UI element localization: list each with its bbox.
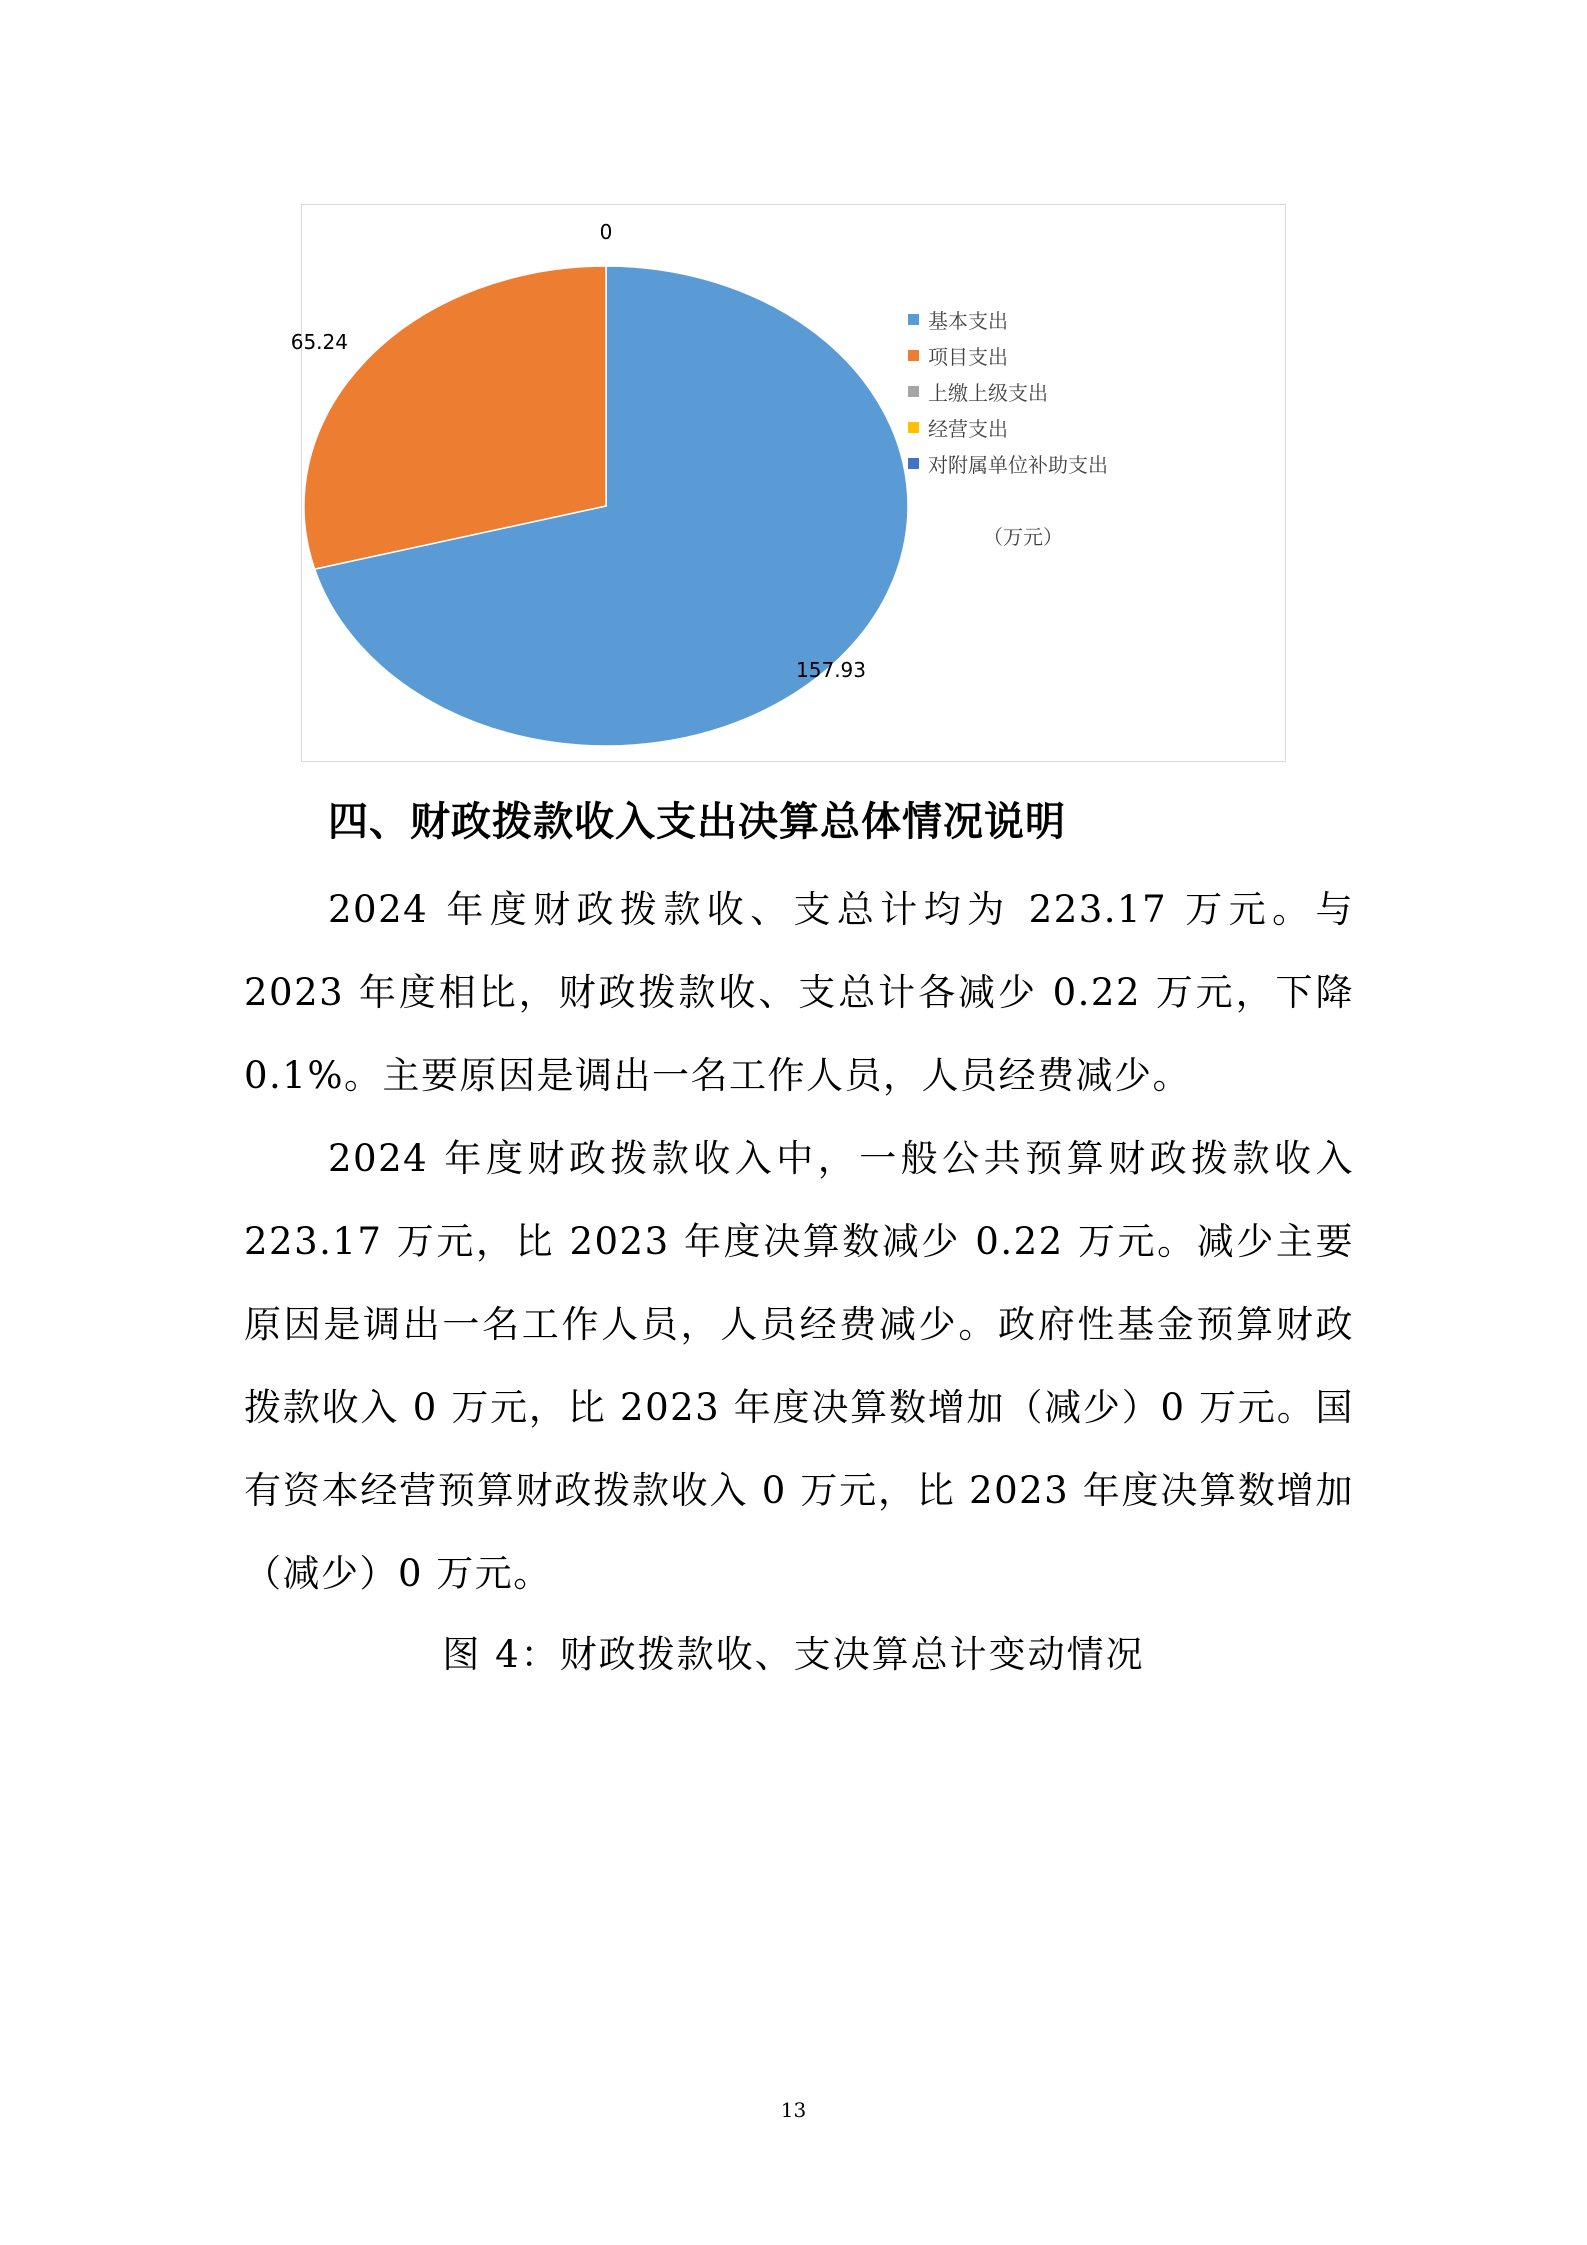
legend-label-subsidy: 对附属单位补助支出 bbox=[928, 452, 1108, 477]
chart-unit-label: （万元） bbox=[983, 525, 1063, 549]
legend-item-upper bbox=[908, 373, 1108, 409]
chart-legend bbox=[908, 301, 1108, 481]
figure-caption: 图 4：财政拨款收、支决算总计变动情况 bbox=[442, 1633, 1145, 1676]
legend-swatch-basic bbox=[908, 314, 919, 325]
paragraph-1: 2024 年度财政拨款收、支总计均为 223.17 万元。与 2023 年度相比，财政拨款收、支总计各减少 0.22 万元，下降 0.1%。主要原因是调出一名工作人员，人员经费减少。 bbox=[244, 888, 1354, 1097]
page-number: 13 bbox=[780, 2098, 807, 2122]
legend-swatch-subsidy bbox=[908, 458, 919, 469]
legend-swatch-operating bbox=[908, 422, 919, 433]
data-label-project: 65.24 bbox=[290, 330, 348, 354]
legend-item-operating bbox=[908, 409, 1108, 445]
legend-swatch-project bbox=[908, 350, 919, 361]
legend-label-project: 项目支出 bbox=[928, 344, 1008, 369]
legend-label-operating: 经营支出 bbox=[928, 416, 1008, 441]
data-label-basic: 157.93 bbox=[796, 658, 866, 682]
legend-item-subsidy bbox=[908, 445, 1108, 481]
section-heading: 四、财政拨款收入支出决算总体情况说明 bbox=[328, 799, 1066, 845]
legend-label-upper: 上缴上级支出 bbox=[928, 380, 1048, 405]
paragraph-2: 2024 年度财政拨款收入中，一般公共预算财政拨款收入 223.17 万元，比 2023 年度决算数减少 0.22 万元。减少主要原因是调出一名工作人员，人员经费减少。政府性基金预算财政拨款收入 0 万元，比 2023 年度决算数增加（减少）0 万元。国有资本经营预算财政拨款收入 0 万元，比 2023 年度决算数增加（减少）0 万元。 bbox=[244, 1137, 1354, 1595]
legend-item-project bbox=[908, 337, 1108, 373]
legend-label-basic: 基本支出 bbox=[928, 308, 1008, 333]
legend-item-basic bbox=[908, 301, 1108, 337]
pie-chart-frame bbox=[290, 204, 1286, 762]
data-label-zero: 0 bbox=[599, 220, 613, 244]
legend-swatch-upper bbox=[908, 386, 919, 397]
pie-chart bbox=[290, 205, 1287, 763]
body-text bbox=[244, 868, 1354, 1615]
